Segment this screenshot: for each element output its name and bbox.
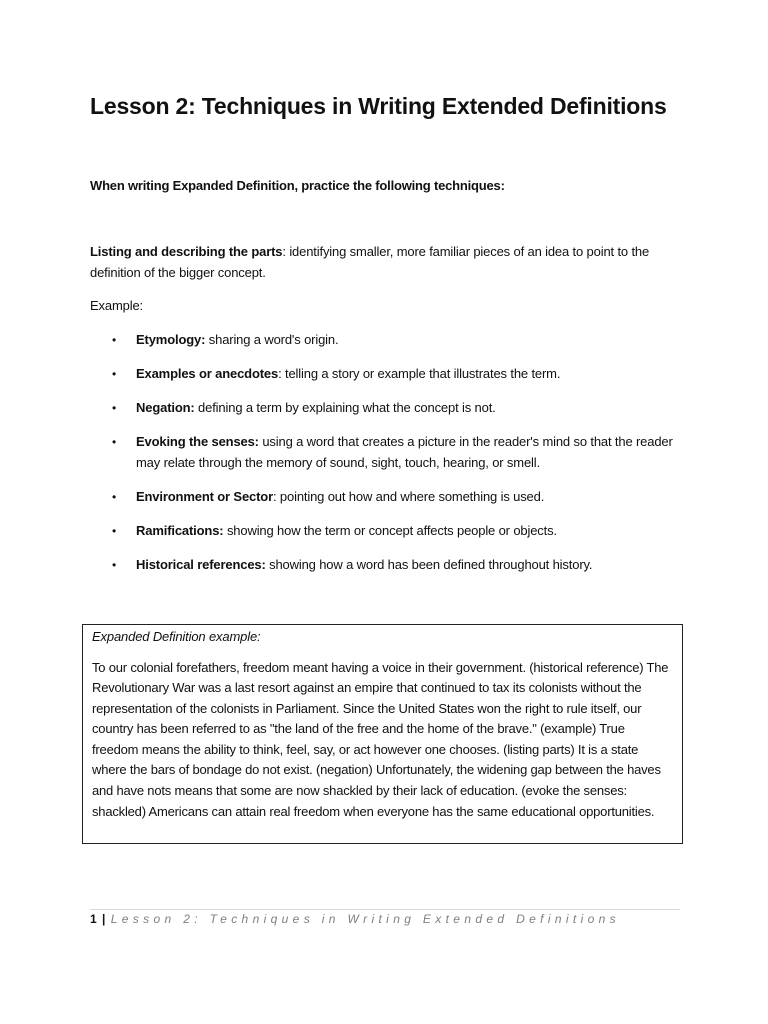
technique-term: Evoking the senses: [136, 434, 259, 449]
technique-term: Examples or anecdotes [136, 366, 279, 381]
technique-term: Negation: [136, 400, 195, 415]
technique-term: Ramifications: [136, 522, 224, 538]
running-title: Lesson 2: Techniques in Writing Extended Definitions [110, 912, 620, 926]
bullet-icon: • [112, 333, 117, 347]
list-item [90, 521, 680, 542]
footer-separator: | [102, 912, 106, 926]
example-box-heading: Expanded Definition example: [92, 629, 261, 644]
technique-description: sharing a word's origin. [205, 332, 339, 347]
technique-description: : pointing out how and where something is used. [273, 488, 545, 504]
list-item [90, 555, 680, 576]
bullet-icon: • [112, 557, 117, 572]
list-item [90, 487, 680, 508]
example-label: Example: [90, 298, 143, 313]
example-box-body: To our colonial forefathers, freedom meant having a voice in their government. (historical reference) The Revolutionary War was a last resort against an empire that continued to tax its colonists without the representation of the colonists in Parliament. Since the United States won the right to rule itself, our country has been referred to as "the land of the free and the home of the brave." (example) True freedom means the ability to think, feel, say, or act however one chooses. (listing parts) It is a state where the bars of bondage do not exist. (negation) Unfortunately, the widening gap between the haves and have nots means that some are now shackled by their lack of education. (evoke the senses: shackled) Americans can attain real freedom when everyone has the same educational opportunities. [92, 659, 669, 819]
list-item [90, 432, 680, 473]
technique-description: using a word that creates a picture in the reader's mind so that the reader may relate through the memory of sound, sight, touch, hearing, or smell. [136, 434, 673, 470]
bullet-icon: • [112, 401, 117, 415]
intro-instruction: When writing Expanded Definition, practice the following techniques: [90, 178, 505, 193]
list-item [90, 398, 680, 419]
technique-term: Etymology: [136, 332, 206, 347]
listing-term: Listing and describing the parts [90, 244, 283, 259]
listing-description: : identifying smaller, more familiar pieces of an idea to point to the definition of the bigger concept. [90, 244, 650, 280]
technique-term: Environment or Sector [136, 488, 273, 504]
list-item [90, 330, 680, 351]
technique-description: : telling a story or example that illustrates the term. [278, 366, 561, 381]
bullet-icon: • [112, 435, 117, 449]
footer-divider [90, 909, 680, 910]
technique-description: showing how the term or concept affects people or objects. [223, 522, 557, 538]
techniques-list [90, 330, 680, 589]
page-title: Lesson 2: Techniques in Writing Extended Definitions [90, 93, 667, 119]
example-box [82, 624, 683, 844]
list-item [90, 364, 680, 385]
bullet-icon: • [112, 523, 117, 538]
technique-description: showing how a word has been defined throughout history. [265, 556, 593, 572]
listing-paragraph [90, 242, 690, 283]
bullet-icon: • [112, 489, 117, 504]
page-number: 1 [90, 912, 97, 926]
technique-description: defining a term by explaining what the concept is not. [194, 400, 496, 415]
bullet-icon: • [112, 367, 117, 381]
technique-term: Historical references: [136, 556, 266, 572]
page-footer [90, 912, 620, 926]
